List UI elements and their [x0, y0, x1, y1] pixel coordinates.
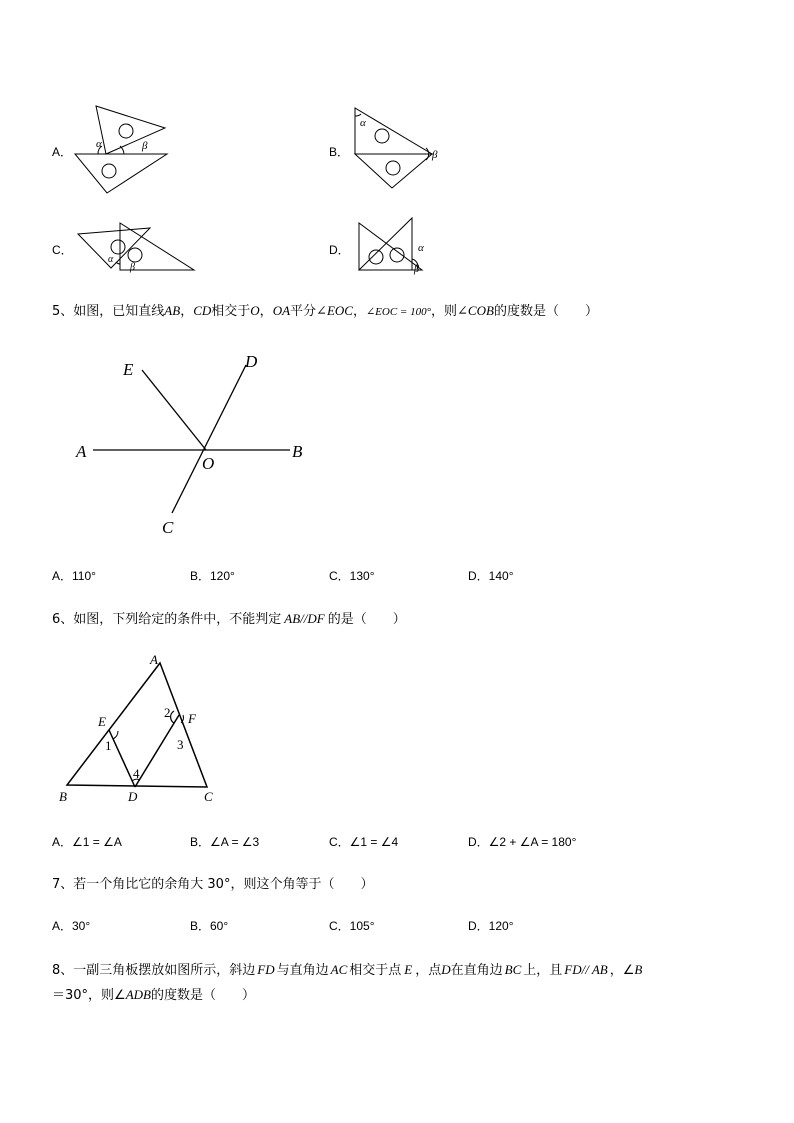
q5-option-b[interactable]: B．120°: [190, 569, 235, 583]
q6-figure: [52, 645, 232, 810]
q7-option-d[interactable]: D．120°: [468, 919, 514, 933]
point-a-label: A: [76, 442, 87, 461]
point-o-label: O: [202, 454, 215, 473]
q5-option-a[interactable]: A．110°: [52, 569, 96, 583]
q6-option-c[interactable]: C．∠1 = ∠4: [329, 835, 399, 849]
q4-figure-c: [72, 218, 202, 274]
q6-option-a[interactable]: A．∠1 = ∠A: [52, 835, 122, 849]
svg-text:1: 1: [105, 738, 112, 753]
svg-text:B: B: [59, 789, 67, 804]
svg-text:α: α: [360, 117, 366, 129]
q6-option-d[interactable]: D．∠2 + ∠A = 180°: [468, 835, 577, 849]
svg-text:3: 3: [177, 737, 184, 752]
q7-stem: 7、若一个角比它的余角大 30°，则这个角等于（ ）: [52, 877, 374, 892]
point-c-label: C: [162, 518, 174, 537]
point-b-label: B: [292, 442, 303, 461]
q7-option-c[interactable]: C．105°: [329, 919, 375, 933]
q5-option-d[interactable]: D．140°: [468, 569, 514, 583]
point-e-label: E: [123, 360, 134, 379]
svg-text:E: E: [98, 714, 106, 729]
svg-text:F: F: [188, 711, 196, 726]
svg-text:α: α: [108, 254, 114, 265]
q6-option-b[interactable]: B．∠A = ∠3: [190, 835, 260, 849]
q4-option-a-label[interactable]: A．: [52, 145, 73, 159]
svg-text:β: β: [130, 262, 135, 273]
q4-option-c-label[interactable]: C．: [52, 243, 73, 257]
q4-option-d-label[interactable]: D．: [329, 243, 350, 257]
q8-stem-line-1: 8、一副三角板摆放如图所示，斜边 FD 与直角边 AC 相交于点 E ，点D在直角边 BC 上，且 FD// AB ，∠B: [52, 962, 643, 978]
point-d-label: D: [245, 352, 258, 371]
q8-stem-line-2: ＝30°，则∠ADB的度数是（ ）: [52, 987, 255, 1003]
svg-text:A: A: [150, 652, 158, 667]
q5-figure: [68, 345, 318, 545]
q5-option-c[interactable]: C．130°: [329, 569, 375, 583]
q7-option-b[interactable]: B．60°: [190, 919, 229, 933]
svg-text:2: 2: [164, 705, 171, 720]
beta-label: β: [142, 140, 148, 152]
svg-text:D: D: [128, 789, 138, 804]
q6-stem: 6、如图，下列给定的条件中，不能判定 AB//DF 的是（ ）: [52, 611, 406, 627]
alpha-label: α: [96, 138, 102, 150]
svg-text:β: β: [414, 264, 419, 275]
q4-figure-a: [70, 100, 180, 195]
svg-text:C: C: [204, 789, 213, 804]
svg-text:α: α: [418, 242, 424, 254]
q4-figure-d: [356, 215, 446, 275]
q4-option-b-label[interactable]: B．: [329, 145, 350, 159]
q5-stem: 5、如图，已知直线AB，CD相交于O，OA平分∠EOC，∠EOC = 100°，则∠COB的度数是（ ）: [52, 303, 598, 319]
q7-option-a[interactable]: A．30°: [52, 919, 91, 933]
q4-figure-b: [348, 100, 448, 195]
svg-text:β: β: [432, 149, 438, 161]
svg-text:4: 4: [133, 766, 140, 781]
